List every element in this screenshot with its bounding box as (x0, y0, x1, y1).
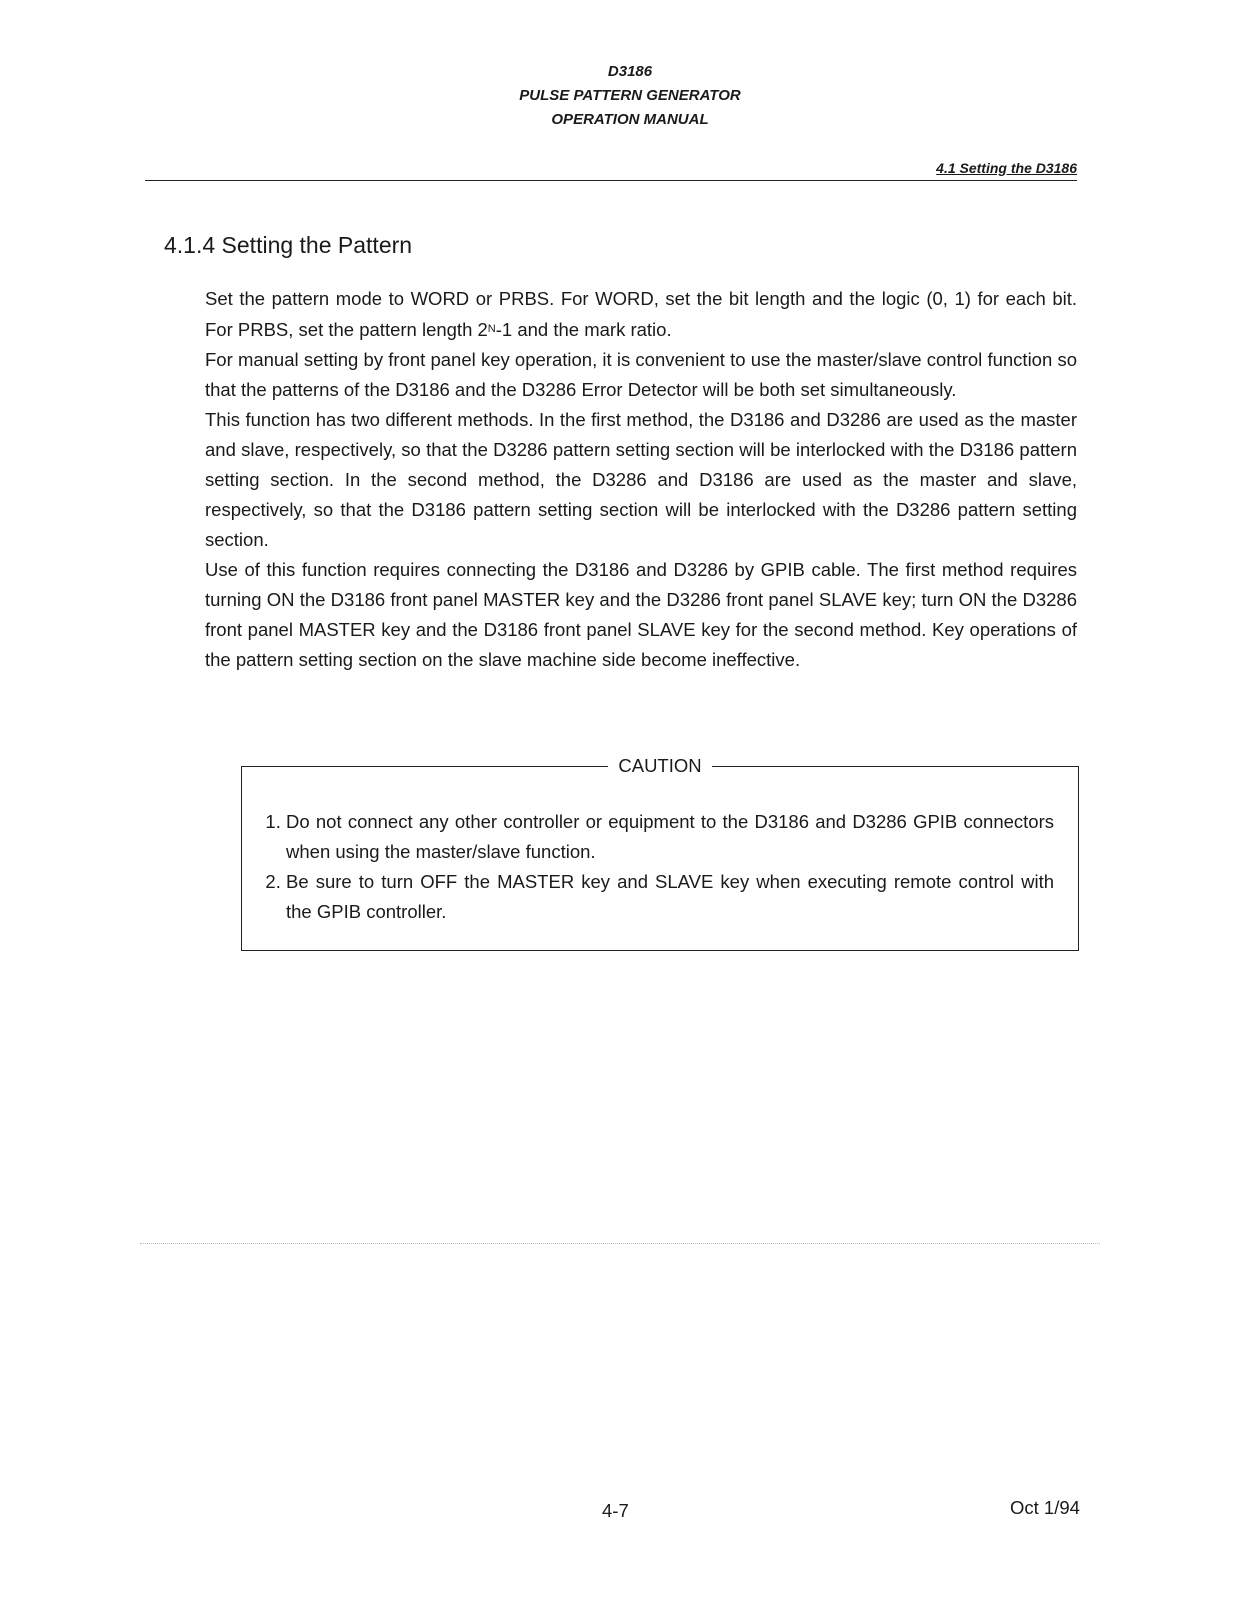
paragraph-2: For manual setting by front panel key operation, it is convenient to use the master/slave control function so that the patterns of the D3186 and the D3286 Error Detector will be both set simultaneously. (205, 349, 1077, 400)
revision-date: Oct 1/94 (1010, 1497, 1080, 1518)
caution-item: 1. Do not connect any other controller or equipment to the D3186 and D3286 GPIB connectors when using the master/slave function. (286, 807, 1054, 867)
scan-artifact-line (140, 1243, 1100, 1244)
page-number: 4-7 (602, 1500, 629, 1521)
caution-title: CAUTION (242, 753, 1078, 779)
section-title: 4.1.4 Setting the Pattern (164, 232, 413, 258)
document-header (0, 60, 1237, 132)
paragraph-4: Use of this function requires connecting the D3186 and D3286 by GPIB cable. The first method requires turning ON the D3186 front panel MASTER key and the D3286 front panel SLAVE key; turn ON the D3286 front panel MASTER key and the D3186 front panel SLAVE key for the second method. Key operations of the pattern setting section on the slave machine side become ineffective. (205, 559, 1077, 670)
body-text (205, 284, 1077, 675)
model-number: D3186 (607, 63, 653, 80)
header-rule (145, 180, 1077, 181)
caution-list (262, 807, 1054, 927)
superscript-n: N (487, 323, 496, 335)
paragraph-1: Set the pattern mode to WORD or PRBS. For WORD, set the bit length and the logic (0, 1) for each bit. For PRBS, set the pattern length $2^N-1$ and the mark ratio. (205, 288, 1077, 340)
manual-type: OPERATION MANUAL (551, 111, 709, 128)
caution-item: 2. Be sure to turn OFF the MASTER key and SLAVE key when executing remote control with the GPIB controller. (286, 867, 1054, 927)
section-reference: 4.1 Setting the D3186 (936, 160, 1077, 176)
paragraph-3: This function has two different methods. In the first method, the D3186 and D3286 are used as the master and slave, respectively, so that the D3286 pattern setting section will be interlocked with the D3186 pattern setting section. In the second method, the D3286 and D3186 are used as the master and slave, respectively, so that the D3186 pattern setting section will be interlocked with the D3286 pattern setting section. (205, 409, 1077, 550)
product-name: PULSE PATTERN GENERATOR (519, 87, 741, 104)
caution-box (241, 755, 1079, 951)
